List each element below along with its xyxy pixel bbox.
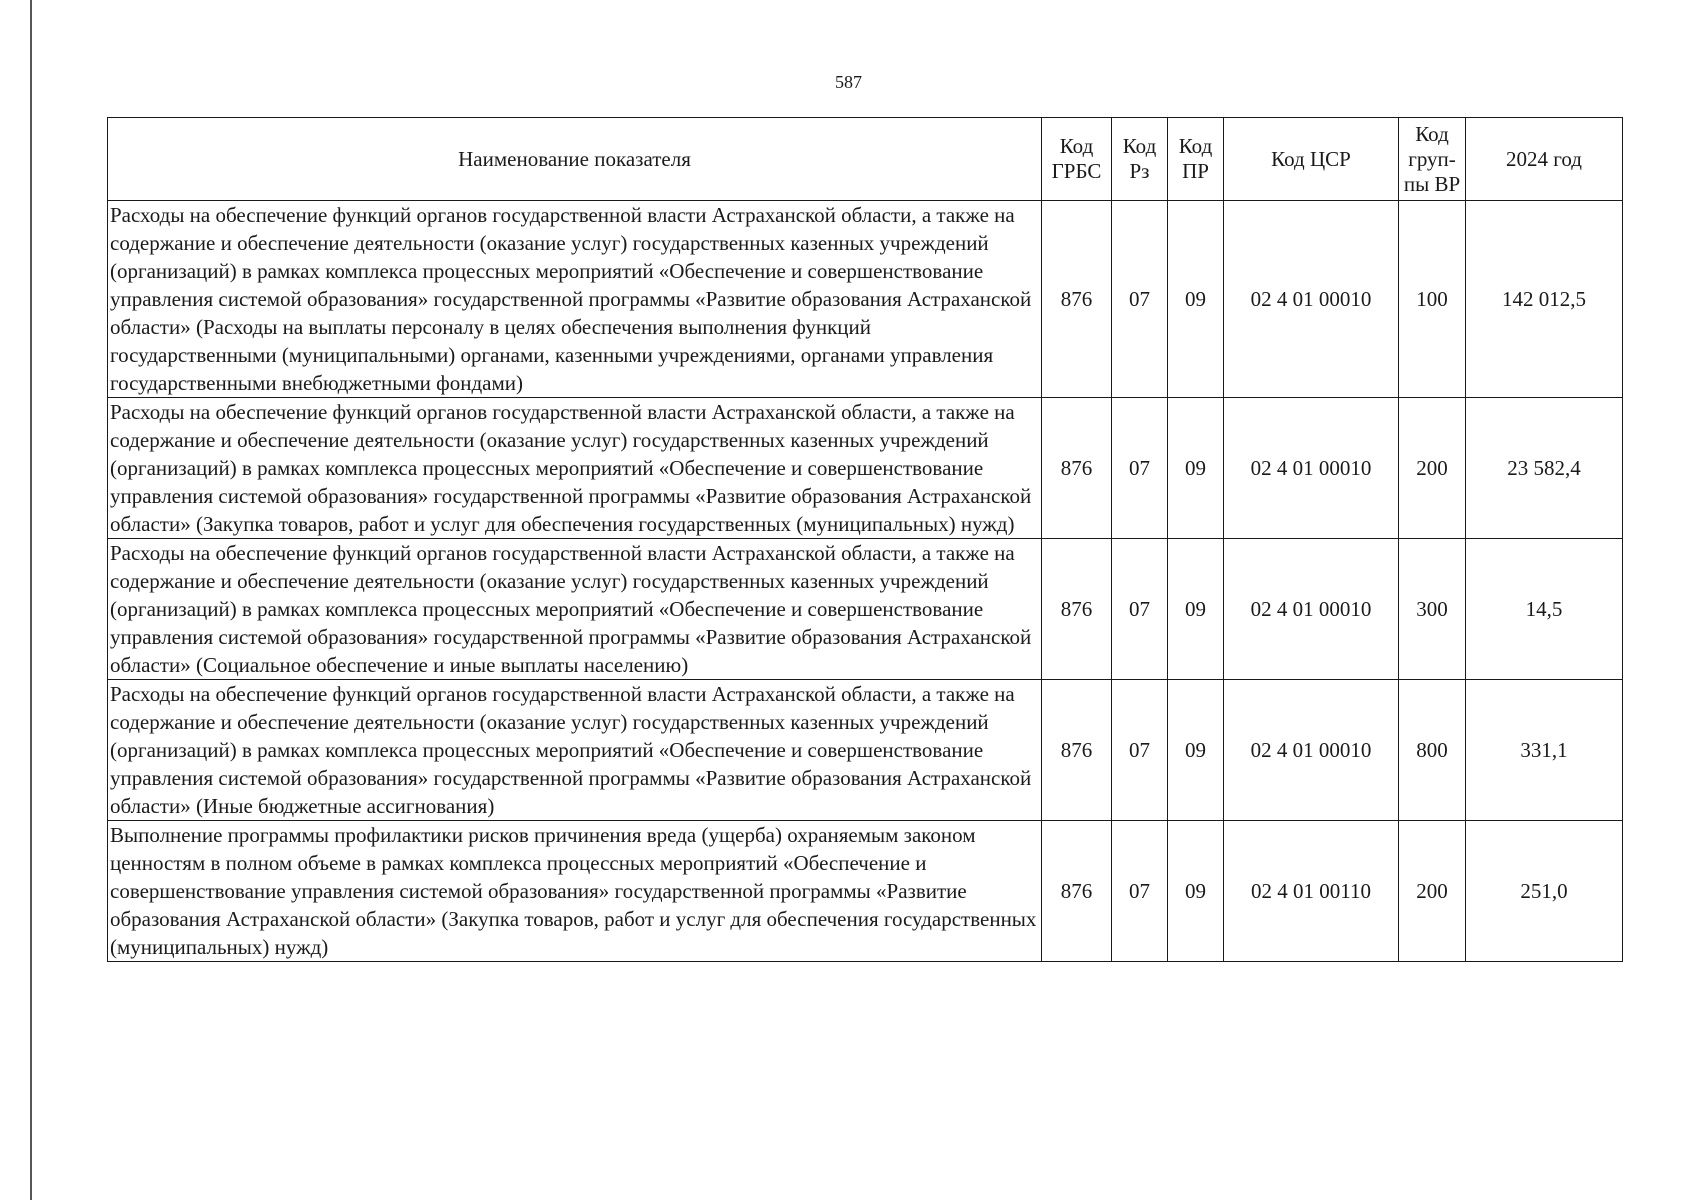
row-pr: 09 xyxy=(1168,398,1224,539)
table-header-row xyxy=(108,118,1623,201)
row-amount: 251,0 xyxy=(1466,821,1623,962)
row-amount: 23 582,4 xyxy=(1466,398,1623,539)
table-row xyxy=(108,539,1623,680)
page-number: 587 xyxy=(835,72,862,92)
header-csr: Код ЦСР xyxy=(1224,118,1399,201)
row-rz: 07 xyxy=(1112,201,1168,398)
row-vr: 800 xyxy=(1399,680,1466,821)
header-name: Наименование показателя xyxy=(108,118,1042,201)
row-amount: 142 012,5 xyxy=(1466,201,1623,398)
row-pr: 09 xyxy=(1168,201,1224,398)
row-grbs: 876 xyxy=(1042,680,1112,821)
row-amount: 14,5 xyxy=(1466,539,1623,680)
table-row xyxy=(108,680,1623,821)
row-pr: 09 xyxy=(1168,680,1224,821)
header-pr: Код ПР xyxy=(1168,118,1224,201)
header-vr: Код груп-пы ВР xyxy=(1399,118,1466,201)
row-csr: 02 4 01 00010 xyxy=(1224,680,1399,821)
scan-edge-line xyxy=(30,0,32,1200)
row-grbs: 876 xyxy=(1042,398,1112,539)
row-rz: 07 xyxy=(1112,398,1168,539)
row-csr: 02 4 01 00010 xyxy=(1224,201,1399,398)
row-name: Расходы на обеспечение функций органов государственной власти Астраханской области, а также на содержание и обеспечение деятельности (оказание услуг) государственных казенных учреждений (организаций) в рамках комплекса процессных мероприятий «Обеспечение и совершенствование управления системой образования» государственной программы «Развитие образования Астраханской области» (Закупка товаров, работ и услуг для обеспечения государственных (муниципальных) нужд) xyxy=(108,398,1042,539)
row-name: Расходы на обеспечение функций органов государственной власти Астраханской области, а также на содержание и обеспечение деятельности (оказание услуг) государственных казенных учреждений (организаций) в рамках комплекса процессных мероприятий «Обеспечение и совершенствование управления системой образования» государственной программы «Развитие образования Астраханской области» (Социальное обеспечение и иные выплаты населению) xyxy=(108,539,1042,680)
row-rz: 07 xyxy=(1112,539,1168,680)
row-amount: 331,1 xyxy=(1466,680,1623,821)
row-grbs: 876 xyxy=(1042,539,1112,680)
row-vr: 200 xyxy=(1399,821,1466,962)
row-csr: 02 4 01 00010 xyxy=(1224,398,1399,539)
row-rz: 07 xyxy=(1112,680,1168,821)
budget-table xyxy=(107,117,1623,962)
row-csr: 02 4 01 00010 xyxy=(1224,539,1399,680)
row-name: Расходы на обеспечение функций органов государственной власти Астраханской области, а также на содержание и обеспечение деятельности (оказание услуг) государственных казенных учреждений (организаций) в рамках комплекса процессных мероприятий «Обеспечение и совершенствование управления системой образования» государственной программы «Развитие образования Астраханской области» (Расходы на выплаты персоналу в целях обеспечения выполнения функций государственными (муниципальными) органами, казенными учреждениями, органами управления государственными внебюджетными фондами) xyxy=(108,201,1042,398)
row-rz: 07 xyxy=(1112,821,1168,962)
row-csr: 02 4 01 00110 xyxy=(1224,821,1399,962)
table-row xyxy=(108,821,1623,962)
row-grbs: 876 xyxy=(1042,201,1112,398)
header-grbs: Код ГРБС xyxy=(1042,118,1112,201)
row-grbs: 876 xyxy=(1042,821,1112,962)
row-vr: 100 xyxy=(1399,201,1466,398)
row-pr: 09 xyxy=(1168,539,1224,680)
row-vr: 200 xyxy=(1399,398,1466,539)
header-year: 2024 год xyxy=(1466,118,1623,201)
table-row xyxy=(108,398,1623,539)
header-rz: Код Рз xyxy=(1112,118,1168,201)
row-vr: 300 xyxy=(1399,539,1466,680)
row-name: Выполнение программы профилактики рисков причинения вреда (ущерба) охраняемым законом ценностям в полном объеме в рамках комплекса процессных мероприятий «Обеспечение и совершенствование управления системой образования» государственной программы «Развитие образования Астраханской области» (Закупка товаров, работ и услуг для обеспечения государственных (муниципальных) нужд) xyxy=(108,821,1042,962)
row-pr: 09 xyxy=(1168,821,1224,962)
row-name: Расходы на обеспечение функций органов государственной власти Астраханской области, а также на содержание и обеспечение деятельности (оказание услуг) государственных казенных учреждений (организаций) в рамках комплекса процессных мероприятий «Обеспечение и совершенствование управления системой образования» государственной программы «Развитие образования Астраханской области» (Иные бюджетные ассигнования) xyxy=(108,680,1042,821)
table-row xyxy=(108,201,1623,398)
